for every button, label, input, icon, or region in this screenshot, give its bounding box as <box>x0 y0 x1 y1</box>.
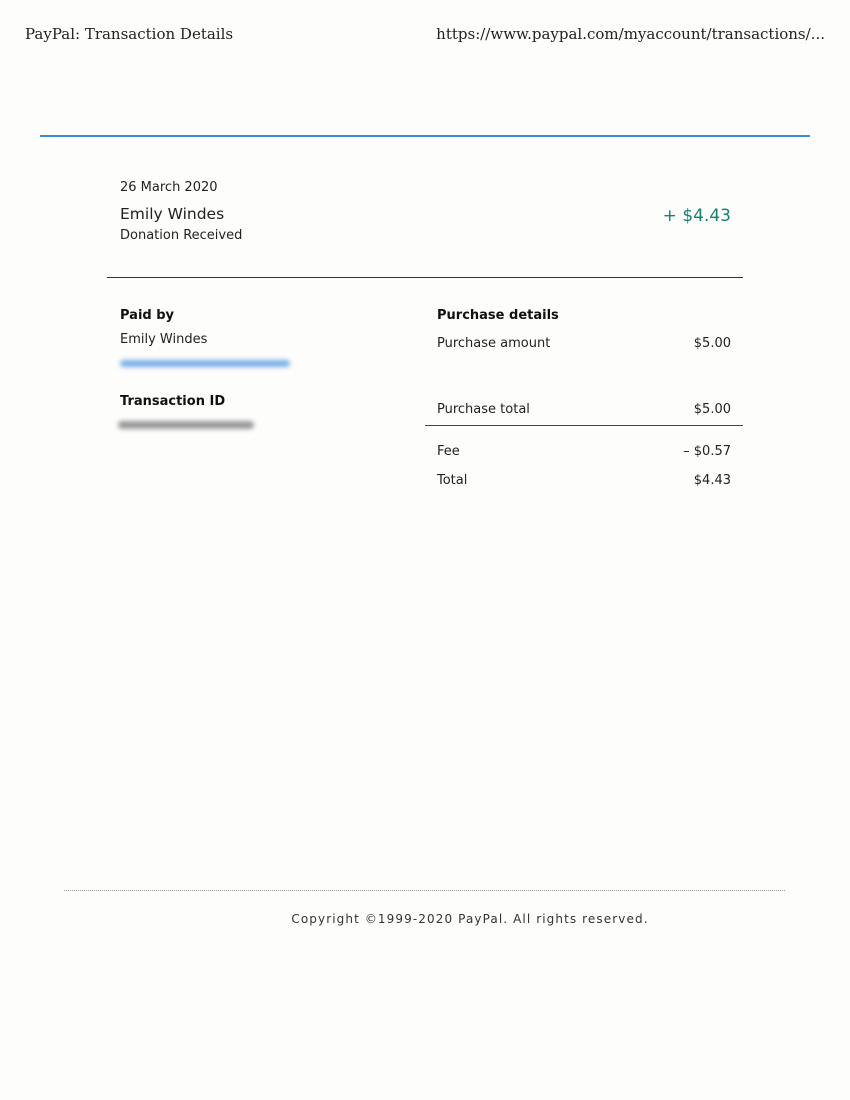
print-header <box>25 25 825 45</box>
redacted-transaction-id <box>118 421 254 429</box>
section-divider <box>107 277 743 278</box>
paid-by-label: Paid by <box>120 308 175 323</box>
header-divider <box>40 135 810 137</box>
transaction-type: Donation Received <box>120 228 243 243</box>
purchase-details-label: Purchase details <box>437 308 559 323</box>
total-label: Total <box>437 473 468 488</box>
summary-divider <box>425 425 743 426</box>
payer-name: Emily Windes <box>120 332 208 347</box>
fee-value: – $0.57 <box>683 444 731 459</box>
page-title: PayPal: Transaction Details <box>25 25 234 43</box>
redacted-payer-email <box>120 360 290 367</box>
transaction-id-label: Transaction ID <box>120 394 226 409</box>
net-amount: + $4.43 <box>662 206 731 226</box>
purchase-total-value: $5.00 <box>693 402 731 417</box>
purchase-total-label: Purchase total <box>437 402 530 417</box>
transaction-date: 26 March 2020 <box>120 180 218 195</box>
footer-divider <box>64 890 785 891</box>
purchase-amount-value: $5.00 <box>693 336 731 351</box>
counterparty-name: Emily Windes <box>120 205 225 223</box>
page-url: https://www.paypal.com/myaccount/transactions/... <box>436 25 825 43</box>
copyright-notice: Copyright ©1999-2020 PayPal. All rights reserved. <box>291 912 649 926</box>
total-value: $4.43 <box>693 473 731 488</box>
fee-label: Fee <box>437 444 460 459</box>
purchase-amount-label: Purchase amount <box>437 336 551 351</box>
